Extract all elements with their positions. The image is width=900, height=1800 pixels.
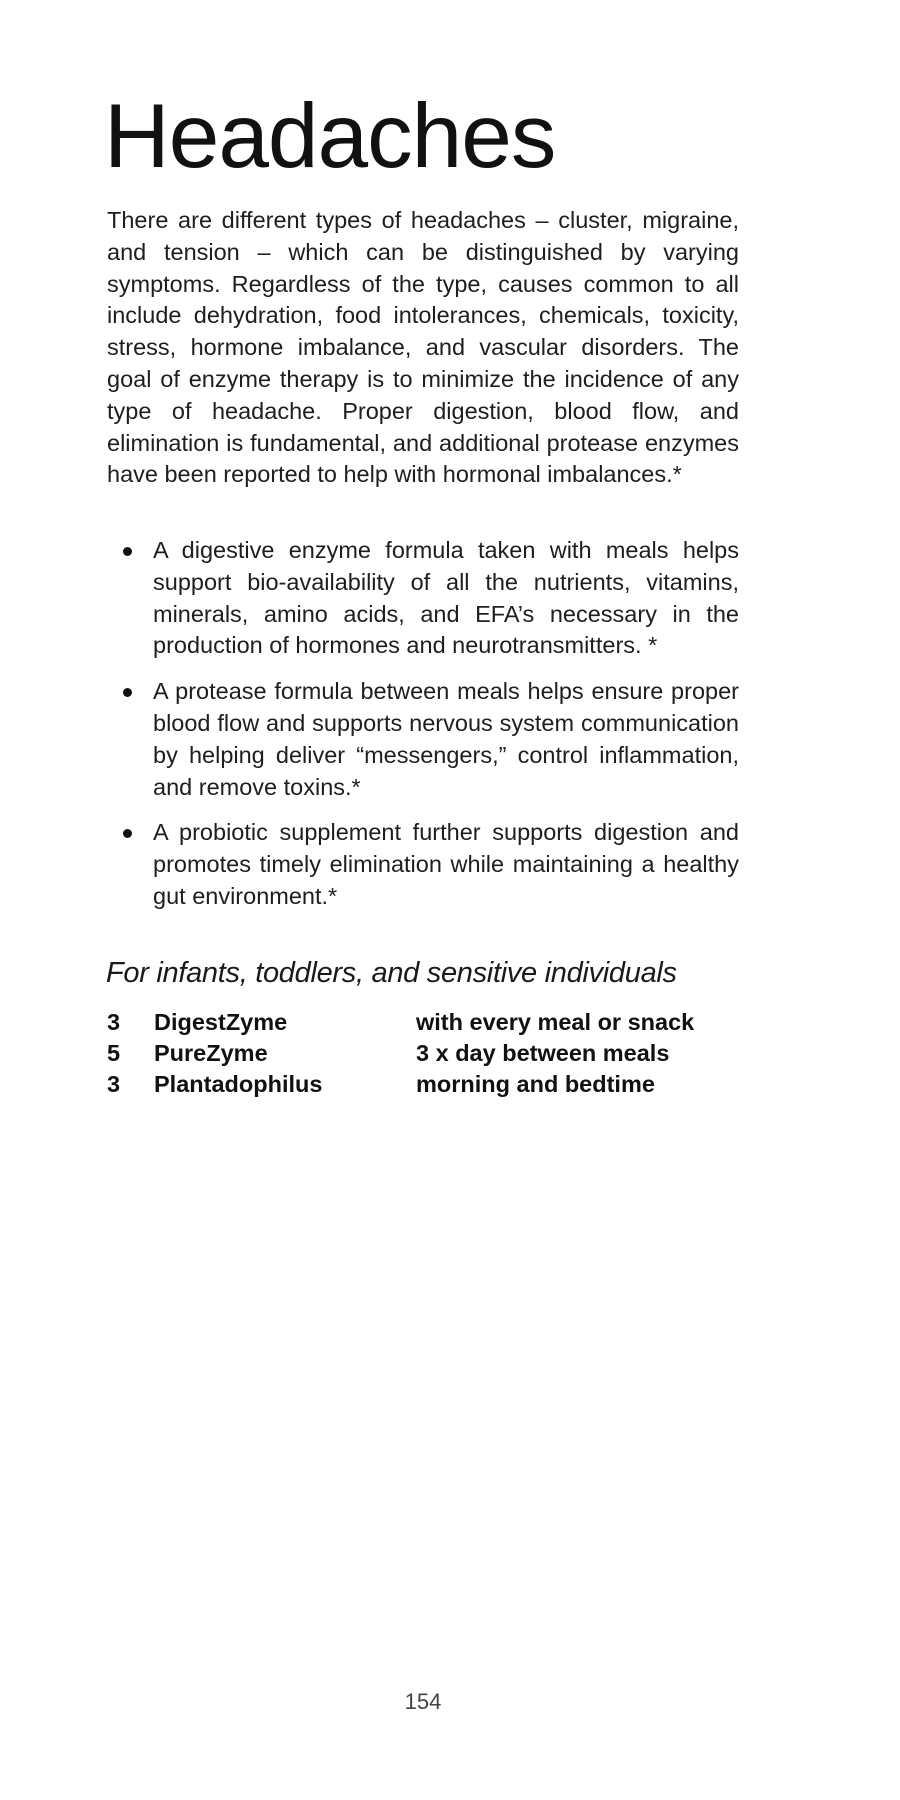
bullet-icon: [123, 688, 132, 697]
table-row: [107, 1007, 747, 1038]
product-name: DigestZyme: [154, 1009, 288, 1035]
bullet-icon: [123, 829, 132, 838]
dosage-table: [107, 1007, 747, 1100]
product-name: PureZyme: [154, 1040, 268, 1066]
page-number: 154: [404, 1689, 442, 1714]
list-item-text: A digestive enzyme formula taken with meals helps support bio-availability of all the nutrients, vitamins, minerals, amino acids, and EFA’s necessary in the production of hormones and neurotransmitters. *: [153, 537, 739, 659]
table-row: [107, 1038, 747, 1069]
section-heading: For infants, toddlers, and sensitive individuals: [106, 957, 677, 989]
table-row: [107, 1069, 747, 1100]
list-item: [107, 535, 739, 662]
bullet-icon: [123, 547, 132, 556]
dose-schedule: with every meal or snack: [416, 1009, 695, 1035]
dose-schedule: 3 x day between meals: [416, 1040, 670, 1066]
list-item: [107, 817, 739, 912]
product-name: Plantadophilus: [154, 1071, 323, 1097]
dose-schedule: morning and bedtime: [416, 1071, 655, 1097]
list-item-text: A protease formula between meals helps ensure proper blood flow and supports nervous system communication by helping deliver “messengers,” control inflammation, and remove toxins.*: [153, 678, 739, 800]
intro-paragraph: There are different types of headaches – cluster, migraine, and tension – which can be distinguished by varying symptoms. Regardless of the type, causes common to all include dehydration, food intolerances, chemicals, toxicity, stress, hormone imbalance, and vascular disorders. The goal of enzyme therapy is to minimize the incidence of any type of headache. Proper digestion, blood flow, and elimination is fundamental, and additional protease enzymes have been reported to help with hormonal imbalances.*: [107, 207, 739, 488]
dose-quantity: 5: [107, 1040, 121, 1066]
list-item-text: A probiotic supplement further supports digestion and promotes timely elimination while maintaining a healthy gut environment.*: [153, 819, 739, 909]
dose-quantity: 3: [107, 1071, 121, 1097]
page-title: Headaches: [104, 86, 556, 187]
dose-quantity: 3: [107, 1009, 121, 1035]
recommendation-list: [107, 535, 739, 927]
list-item: [107, 676, 739, 803]
